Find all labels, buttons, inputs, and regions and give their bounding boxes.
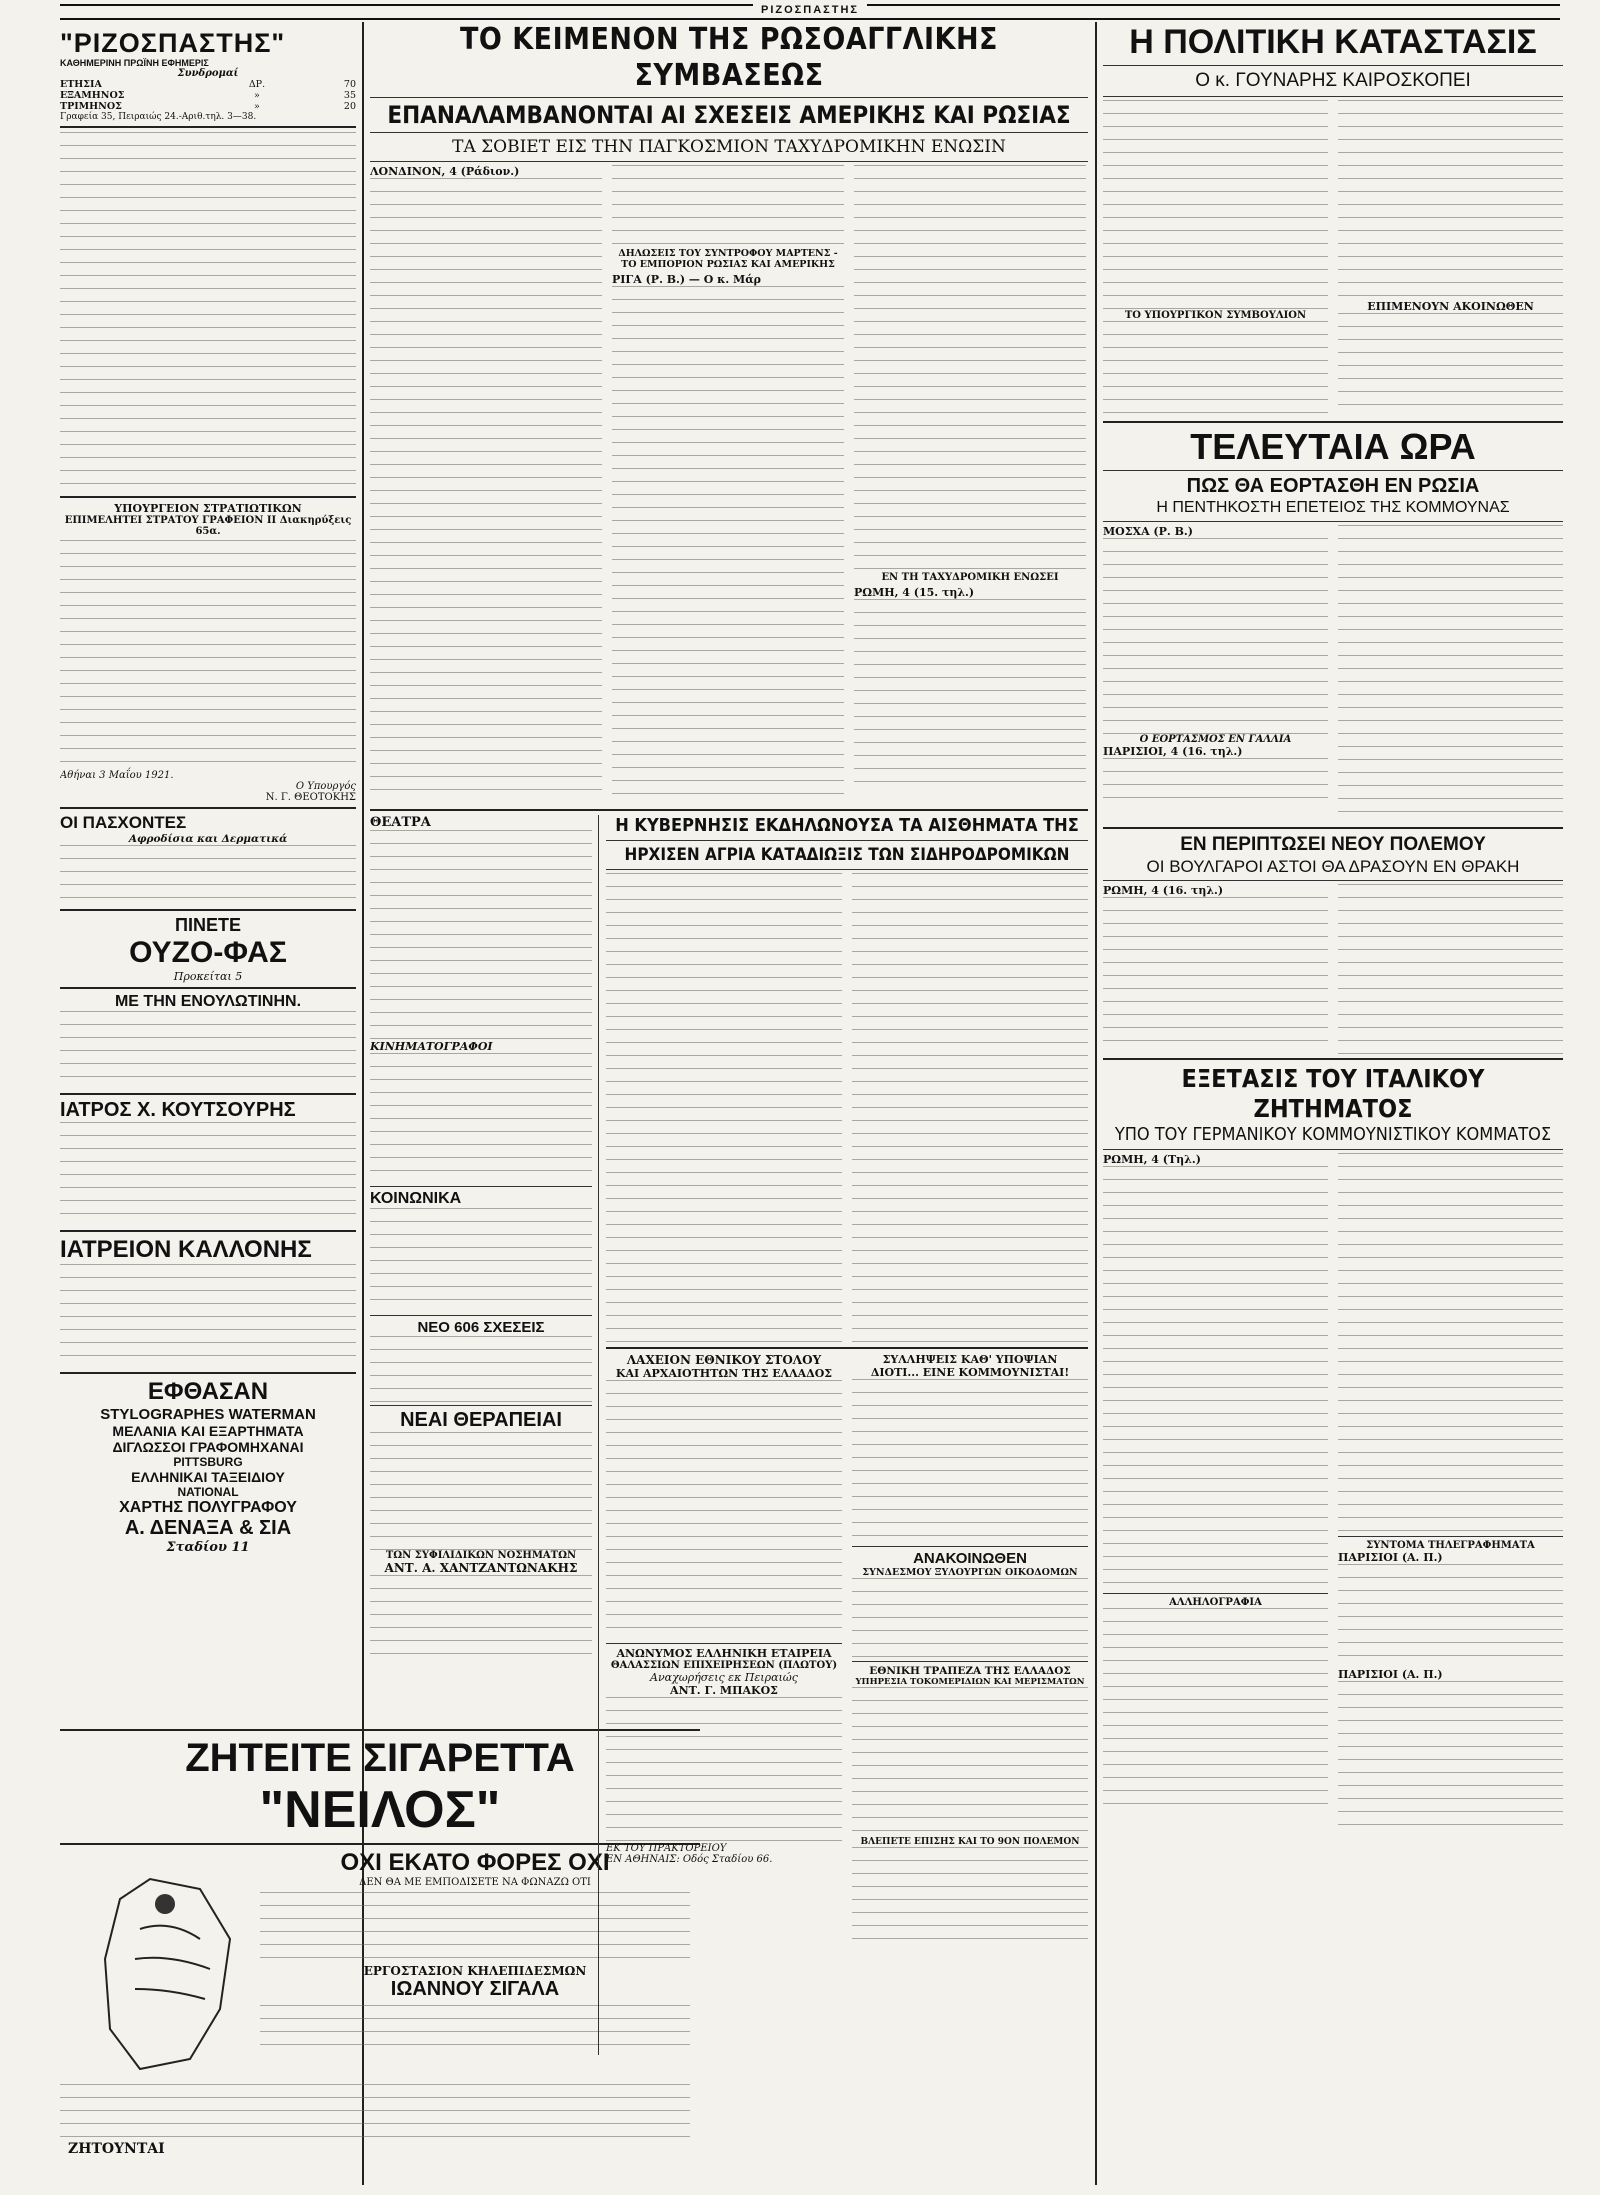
clinic-title: ΤΩΝ ΣΥΦΙΛΙΔΙΚΩΝ ΝΟΣΗΜΑΤΩΝ	[385, 1550, 577, 1561]
arrest-text	[852, 1379, 1088, 1543]
lasthour-dateline: ΜΟΣΧΑ (Ρ. Β.)	[1103, 525, 1193, 538]
fleet-sub: ΚΑΙ ΑΡΧΑΙΟΤΗΤΩΝ ΤΗΣ ΕΛΛΑΔΟΣ	[615, 1367, 833, 1380]
right-section	[1103, 22, 1563, 2185]
oxi-line: ΟΧΙ ΕΚΑΤΟ ΦΟΡΕΣ ΟΧΙ	[340, 1849, 610, 1876]
shipping-ship: ΑΝΤ. Γ. ΜΠΑΚΟΣ	[670, 1684, 778, 1697]
bank-warn: ΒΛΕΠΕΤΕ ΕΠΙΣΗΣ ΚΑΙ ΤΟ 9ΟΝ ΠΟΛΕΜΟΝ	[860, 1837, 1080, 1847]
office-address: Γραφεία 35, Πειραιώς 24.-Αριθ.τηλ. 3—38.	[60, 112, 257, 122]
announcement-sub: ΣΥΝΔΕΣΜΟΥ ΞΥΛΟΥΡΓΩΝ ΟΙΚΟΔΟΜΩΝ	[862, 1567, 1078, 1578]
subscription-row: ΕΞΑΜΗΝΟΣ » 35	[60, 90, 356, 101]
shipping-text	[606, 1697, 842, 1843]
fleet-title: ΛΑΧΕΙΟΝ ΕΘΝΙΚΟΥ ΣΤΟΛΟΥ	[626, 1353, 822, 1367]
cigarette-line2: "ΝΕΙΛΟΣ"	[259, 1781, 501, 1839]
masthead	[60, 28, 356, 122]
corr-text	[1103, 1608, 1328, 1808]
column-rule	[1095, 22, 1097, 2185]
subscriptions-label: Συνδρομαί	[177, 68, 239, 79]
announcement-text	[852, 1578, 1088, 1658]
newspaper-subtitle: ΚΑΘΗΜΕΡΙΝΗ ΠΡΩΪΝΗ ΕΦΗΜΕΡΙΣ	[60, 58, 209, 68]
strike-headline: Η ΚΥΒΕΡΝΗΣΙΣ ΕΚΔΗΛΩΝΟΥΣΑ ΤΑ ΑΙΣΘΗΜΑΤΑ ΤΗΣ	[615, 815, 1079, 836]
bank-text-2	[852, 1847, 1088, 1947]
strike-sub: ΗΡΧΙΣΕΝ ΑΓΡΙΑ ΚΑΤΑΔΙΩΞΙΣ ΤΩΝ ΣΙΔΗΡΟΔΡΟΜΙΚΩΝ	[624, 845, 1070, 865]
social-title: ΚΟΙΝΩΝΙΚΑ	[370, 1190, 462, 1207]
ad-machines: ΔΙΓΛΩΣΣΟΙ ΓΡΑΦΟΜΗΧΑΝΑΙ	[112, 1439, 304, 1455]
corr-title: ΑΛΛΗΛΟΓΡΑΦΙΑ	[1169, 1597, 1262, 1608]
notice-sign-name: Ν. Γ. ΘΕΟΤΟΚΗΣ	[265, 792, 356, 803]
ad-arrived: ΕΦΘΑΣΑΝ	[147, 1378, 269, 1405]
subscription-row: ΕΤΗΣΙΑ ΔΡ. 70	[60, 79, 356, 90]
council-text	[1103, 321, 1328, 417]
cigarette-line1: ΖΗΤΕΙΤΕ ΣΙΓΑΡΕΤΤΑ	[185, 1736, 575, 1780]
theatre-text	[370, 830, 592, 1040]
arrest-title: ΣΥΛΛΗΨΕΙΣ ΚΑΘ' ΥΠΟΨΙΑΝ	[882, 1353, 1058, 1366]
notice-date: Αθήναι 3 Μαΐου 1921.	[60, 770, 174, 781]
enoul-title: ΜΕ ΤΗΝ ΕΝΟΥΛΩΤΙΝΗΝ.	[114, 993, 302, 1010]
ad-street: Σταδίου 11	[166, 1540, 250, 1555]
drink-ad-2: ΟΥΖΟ-ΦΑΣ	[129, 936, 287, 969]
treaty-text-2b	[612, 286, 844, 796]
france-title: Ο ΕΟΡΤΑΣΜΟΣ ΕΝ ΓΑΛΛΙΑ	[1139, 734, 1292, 745]
ad-waterman: STYLOGRAPHES WATERMAN	[100, 1406, 316, 1423]
neo-title: ΝΕΟ 606 ΣΧΕΣΕΙΣ	[417, 1319, 545, 1336]
italy-sub: ΥΠΟ ΤΟΥ ΓΕΡΜΑΝΙΚΟΥ ΚΟΜΜΟΥΝΙΣΤΙΚΟΥ ΚΟΜΜΑΤΟΣ	[1114, 1124, 1552, 1145]
paris-dateline: ΠΑΡΙΣΙΟΙ, 4 (16. τηλ.)	[1103, 745, 1243, 758]
insist-text	[1338, 313, 1563, 409]
masthead-strip	[60, 4, 1560, 20]
doctor1-text	[60, 1122, 356, 1226]
clinic-text	[370, 1575, 592, 1665]
fleet-text	[606, 1380, 842, 1640]
notice-text	[60, 540, 356, 770]
telegr-text-2	[1338, 1681, 1563, 1831]
pasc-text	[60, 845, 356, 905]
mid-dateline: ΡΙΓΑ (Ρ. Β.) — Ο κ. Μάρ	[612, 273, 761, 286]
social-text	[370, 1208, 592, 1312]
notice-title: ΥΠΟΥΡΓΕΙΟΝ ΣΤΡΑΤΙΩΤΙΚΩΝ	[114, 502, 302, 515]
enoul-text	[60, 1011, 356, 1089]
bank-title: ΕΘΝΙΚΗ ΤΡΑΠΕΖΑ ΤΗΣ ΕΛΛΑΔΟΣ	[869, 1665, 1071, 1677]
clinic-name: ΑΝΤ. Α. ΧΑΝΤΖΑΝΤΩΝΑΚΗΣ	[384, 1561, 578, 1575]
paris-dateline-1: ΠΑΡΙΣΙΟΙ (Α. Π.)	[1338, 1551, 1443, 1564]
factory-owner: ΙΩΑΝΝΟΥ ΣΙΓΑΛΑ	[390, 1978, 560, 2000]
treaty-text-3b	[854, 599, 1086, 789]
shipping-sub: ΘΑΛΑΣΣΙΩΝ ΕΠΙΧΕΙΡΗΣΕΩΝ (ΠΛΩΤΟΥ)	[610, 1660, 838, 1671]
italy-dateline: ΡΩΜΗ, 4 (Τηλ.)	[1103, 1153, 1201, 1166]
mid-head: ΔΗΛΩΣΕΙΣ ΤΟΥ ΣΥΝΤΡΟΦΟΥ ΜΑΡΤΕΝΣ - ΤΟ ΕΜΠΟΡΙΟΝ ΡΩΣΙΑΣ ΚΑΙ ΑΜΕΡΙΚΗΣ	[618, 248, 838, 270]
ad-ink: ΜΕΛΑΝΙΑ ΚΑΙ ΕΞΑΡΤΗΜΑΤΑ	[112, 1423, 304, 1439]
italy-text-1	[1103, 1166, 1328, 1590]
italy-text-2	[1338, 1153, 1563, 1533]
newspaper-title: "ΡΙΖΟΣΠΑΣΤΗΣ"	[60, 28, 286, 58]
pasc-title: ΟΙ ΠΑΣΧΟΝΤΕΣ	[60, 813, 187, 832]
lasthour-head: ΠΩΣ ΘΑ ΕΟΡΤΑΣΘΗ ΕΝ ΡΩΣΙΑ	[1186, 475, 1480, 497]
theatre-title: ΘΕΑΤΡΑ	[370, 815, 431, 830]
postal-head: ΕΝ ΤΗ ΤΑΧΥΔΡΟΜΙΚΗ ΕΝΩΣΕΙ	[881, 572, 1059, 583]
treaty-text-1	[370, 178, 602, 798]
drink-ad-3: Προκείται 5	[173, 970, 243, 983]
politics-text-2	[1338, 100, 1563, 300]
notice-sign-role: Ο Υπουργός	[295, 781, 356, 792]
bank-sub: ΥΠΗΡΕΣΙΑ ΤΟΚΟΜΕΡΙΔΙΩΝ ΚΑΙ ΜΕΡΙΣΜΑΤΩΝ	[855, 1677, 1085, 1687]
shipping-title: ΑΝΩΝΥΜΟΣ ΕΛΛΗΝΙΚΗ ΕΤΑΙΡΕΙΑ	[616, 1647, 832, 1660]
therapy-title: ΝΕΑΙ ΘΕΡΑΠΕΙΑΙ	[400, 1409, 562, 1431]
ad-pittsburg: PITTSBURG	[173, 1455, 243, 1469]
oxi-subtitle: ΔΕΝ ΘΑ ΜΕ ΕΜΠΟΔΙΣΕΤΕ ΝΑ ΦΩΝΑΖΩ ΟΤΙ	[359, 1877, 591, 1888]
doctor2-title: ΙΑΤΡΕΙΟΝ ΚΑΛΛΟΝΗΣ	[60, 1236, 312, 1263]
wanted-label: ΖΗΤΟΥΝΤΑΙ	[68, 2141, 165, 2157]
war-head: ΕΝ ΠΕΡΙΠΤΩΣΕΙ ΝΕΟΥ ΠΟΛΕΜΟΥ	[1180, 834, 1486, 855]
column-text	[60, 132, 356, 492]
shipping-office: ΕΚ ΤΟΥ ΠΡΑΚΤΟΡΕΙΟΥ	[606, 1843, 727, 1854]
politics-sub: Ο κ. ΓΟΥΝΑΡΗΣ ΚΑΙΡΟΣΚΟΠΕΙ	[1195, 70, 1471, 91]
doctor2-text	[60, 1264, 356, 1368]
ad-bags: ΕΛΛΗΝΙΚΑΙ ΤΑΞΕΙΔΙΟΥ	[131, 1469, 285, 1485]
announcement-title: ΑΝΑΚΟΙΝΩΘΕΝ	[913, 1550, 1027, 1567]
ad-national: NATIONAL	[177, 1485, 239, 1499]
lasthour-title: ΤΕΛΕΥΤΑΙΑ ΩΡΑ	[1190, 426, 1476, 467]
cinema-title: ΚΙΝΗΜΑΤΟΓΡΑΦΟΙ	[370, 1040, 493, 1053]
lasthour-text-1	[1103, 538, 1328, 734]
war-dateline: ΡΩΜΗ, 4 (16. τηλ.)	[1103, 884, 1224, 897]
france-text	[1103, 758, 1328, 798]
treaty-sub2: ΤΑ ΣΟΒΙΕΤ ΕΙΣ ΤΗΝ ΠΑΓΚΟΣΜΙΟΝ ΤΑΧΥΔΡΟΜΙΚΗΝ ΕΝΩΣΙΝ	[452, 137, 1006, 157]
telegr-text-1	[1338, 1564, 1563, 1668]
therapy-text	[370, 1432, 592, 1550]
hand-illustration-icon	[80, 1859, 250, 2079]
strike-text-2	[852, 873, 1088, 1343]
pasc-subtitle: Αφροδίσια και Δερματικά	[128, 833, 288, 845]
subscription-row: ΤΡΙΜΗΝΟΣ » 20	[60, 101, 356, 112]
treaty-dateline: ΛΟΝΔΙΝΟΝ, 4 (Ράδιον.)	[370, 165, 520, 178]
italy-head: ΕΞΕΤΑΣΙΣ ΤΟΥ ΙΤΑΛΙΚΟΥ ΖΗΤΗΜΑΤΟΣ	[1181, 1064, 1485, 1123]
factory-title: ΕΡΓΟΣΤΑΣΙΟΝ ΚΗΛΕΠΙΔΕΣΜΩΝ	[363, 1964, 587, 1978]
telegr-title: ΣΥΝΤΟΜΑ ΤΗΛΕΓΡΑΦΗΜΑΤΑ	[1366, 1540, 1535, 1551]
treaty-text-2a	[612, 165, 844, 245]
politics-text-1	[1103, 100, 1328, 310]
doctor1-title: ΙΑΤΡΟΣ Χ. ΚΟΥΤΣΟΥΡΗΣ	[60, 1099, 296, 1121]
strip-label: ΡΙΖΟΣΠΑΣΤΗΣ	[753, 4, 867, 16]
stationery-ad	[60, 1378, 356, 1555]
bank-text	[852, 1687, 1088, 1837]
lasthour-sub: Η ΠΕΝΤΗΚΟΣΤΗ ΕΠΕΤΕΙΟΣ ΤΗΣ ΚΟΜΜΟΥΝΑΣ	[1156, 499, 1510, 516]
council-title: ΤΟ ΥΠΟΥΡΓΙΚΟΝ ΣΥΜΒΟΥΛΙΟΝ	[1124, 310, 1307, 321]
subscriptions-list	[60, 79, 356, 112]
cinema-text	[370, 1053, 592, 1183]
war-sub: ΟΙ ΒΟΥΛΓΑΡΟΙ ΑΣΤΟΙ ΘΑ ΔΡΑΣΟΥΝ ΕΝ ΘΡΑΚΗ	[1146, 857, 1520, 876]
strike-text-1	[606, 873, 842, 1343]
treaty-headline: ΤΟ ΚΕΙΜΕΝΟΝ ΤΗΣ ΡΩΣΟΑΓΓΛΙΚΗΣ ΣΥΜΒΑΣΕΩΣ	[459, 22, 999, 93]
arrest-sub: ΔΙΟΤΙ... ΕΙΝΕ ΚΟΜΜΟΥΝΙΣΤΑΙ!	[870, 1366, 1070, 1379]
notice-subtitle: ΕΠΙΜΕΛΗΤΕΙ ΣΤΡΑΤΟΥ ΓΡΑΦΕΙΟΝ II Διακηρύξεις 65α.	[64, 515, 352, 537]
drink-ad-1: ΠΙΝΕΤΕ	[174, 915, 241, 935]
postal-dateline: ΡΩΜΗ, 4 (15. τηλ.)	[854, 586, 975, 599]
shipping-city: ΕΝ ΑΘΗΝΑΙΣ: Οδός Σταδίου 66.	[606, 1854, 773, 1865]
center-section	[370, 22, 1088, 2185]
neo-text	[370, 1336, 592, 1402]
war-text-2	[1338, 884, 1563, 1054]
ad-paper: ΧΑΡΤΗΣ ΠΟΛΥΓΡΑΦΟΥ	[119, 1499, 297, 1516]
lasthour-text-2	[1338, 525, 1563, 823]
insist-title: ΕΠΙΜΕΝΟΥΝ ΑΚΟΙΝΩΘΕΝ	[1367, 300, 1534, 313]
ad-company: Α. ΔΕΝΑΞΑ & ΣΙΑ	[124, 1517, 292, 1539]
politics-headline: Η ΠΟΛΙΤΙΚΗ ΚΑΤΑΣΤΑΣΙΣ	[1129, 23, 1537, 61]
war-text-1	[1103, 897, 1328, 1053]
treaty-sub1: ΕΠΑΝΑΛΑΜΒΑΝΟΝΤΑΙ ΑΙ ΣΧΕΣΕΙΣ ΑΜΕΡΙΚΗΣ ΚΑΙ ΡΩΣΙΑΣ	[387, 101, 1071, 129]
treaty-text-3a	[854, 165, 1086, 569]
paris-dateline-2: ΠΑΡΙΣΙΟΙ (Α. Π.)	[1338, 1668, 1443, 1681]
shipping-dep: Αναχωρήσεις εκ Πειραιώς	[650, 1671, 798, 1684]
